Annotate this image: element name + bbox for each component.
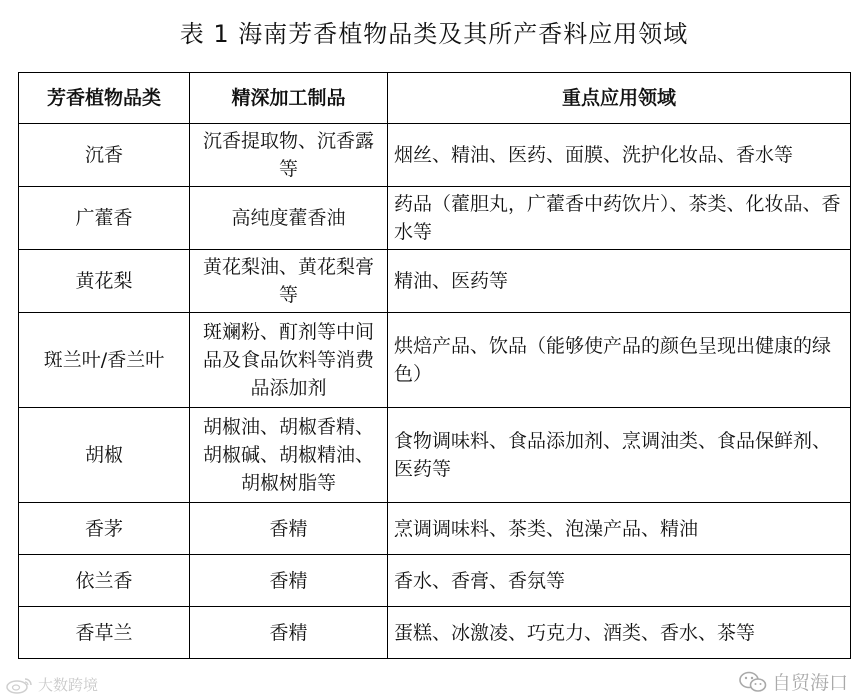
plant-cell: 黄花梨 xyxy=(19,250,190,313)
page-title: 表 1 海南芳香植物品类及其所产香料应用领域 xyxy=(179,20,689,48)
wechat-icon xyxy=(738,670,768,694)
watermark-right-text: 自贸海口 xyxy=(771,672,848,694)
plant-cell: 沉香 xyxy=(19,124,190,187)
application-cell: 烹调调味料、茶类、泡澡产品、精油 xyxy=(388,503,851,555)
table-row xyxy=(19,503,851,555)
table-row xyxy=(19,555,851,607)
application-cell: 烘焙产品、饮品（能够使产品的颜色呈现出健康的绿色） xyxy=(388,313,851,408)
product-cell: 香精 xyxy=(190,503,388,555)
application-cell: 食物调味料、食品添加剂、烹调油类、食品保鲜剂、医药等 xyxy=(388,408,851,503)
plant-cell: 广藿香 xyxy=(19,187,190,250)
table-row xyxy=(19,187,851,250)
product-cell: 沉香提取物、沉香露等 xyxy=(190,124,388,187)
watermark-left xyxy=(4,674,98,695)
product-cell: 胡椒油、胡椒香精、胡椒碱、胡椒精油、胡椒树脂等 xyxy=(190,408,388,503)
plant-cell: 香茅 xyxy=(19,503,190,555)
product-cell: 香精 xyxy=(190,607,388,659)
table-row xyxy=(19,607,851,659)
watermark-right xyxy=(738,668,848,695)
application-cell: 烟丝、精油、医药、面膜、洗护化妆品、香水等 xyxy=(388,124,851,187)
application-cell: 蛋糕、冰激凌、巧克力、酒类、香水、茶等 xyxy=(388,607,851,659)
table-row xyxy=(19,124,851,187)
table-row xyxy=(19,313,851,408)
plant-cell: 香草兰 xyxy=(19,607,190,659)
product-cell: 黄花梨油、黄花梨膏等 xyxy=(190,250,388,313)
sina-weibo-icon xyxy=(4,676,34,694)
application-cell: 药品（藿胆丸，广藿香中药饮片）、茶类、化妆品、香水等 xyxy=(388,187,851,250)
header-product: 精深加工制品 xyxy=(190,73,388,124)
table-header-row xyxy=(19,73,851,124)
table-row xyxy=(19,408,851,503)
plant-cell: 依兰香 xyxy=(19,555,190,607)
header-application: 重点应用领域 xyxy=(388,73,851,124)
product-cell: 斑斓粉、酊剂等中间品及食品饮料等消费品添加剂 xyxy=(190,313,388,408)
product-cell: 高纯度藿香油 xyxy=(190,187,388,250)
data-table xyxy=(18,72,851,659)
plant-cell: 斑兰叶/香兰叶 xyxy=(19,313,190,408)
plant-cell: 胡椒 xyxy=(19,408,190,503)
application-cell: 香水、香膏、香氛等 xyxy=(388,555,851,607)
table-row xyxy=(19,250,851,313)
application-cell: 精油、医药等 xyxy=(388,250,851,313)
header-plant: 芳香植物品类 xyxy=(19,73,190,124)
watermark-left-text: 大数跨境 xyxy=(38,676,99,694)
product-cell: 香精 xyxy=(190,555,388,607)
